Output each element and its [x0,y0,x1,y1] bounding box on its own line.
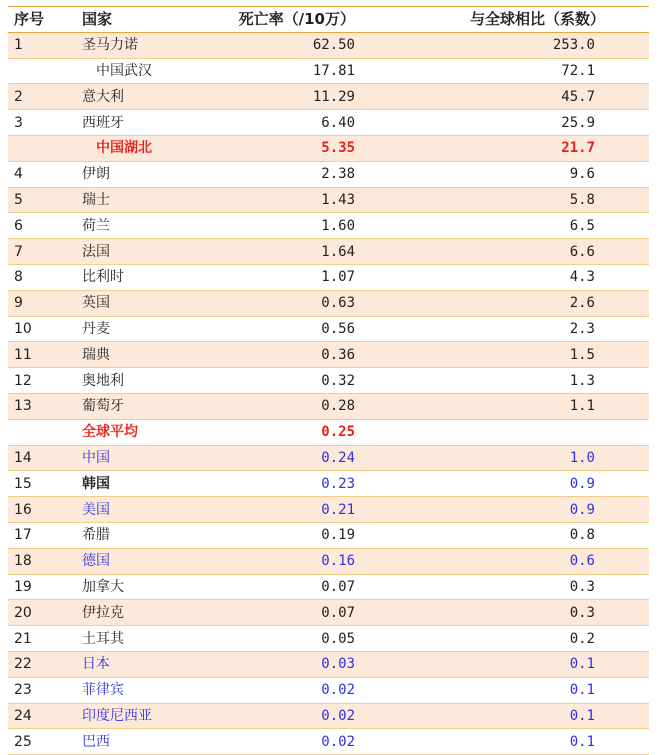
row-number: 14 [8,445,70,471]
header-country: 国家 [70,7,175,33]
table-row [8,445,649,471]
global-ratio: 0.1 [355,677,649,703]
country-name: 伊朗 [70,161,175,187]
country-name: 圣马力诺 [70,32,175,58]
country-name: 丹麦 [70,316,175,342]
table-row [8,161,649,187]
global-ratio: 0.1 [355,729,649,755]
death-rate: 0.28 [175,393,355,419]
table-row [8,393,649,419]
death-rate: 1.07 [175,264,355,290]
death-rate: 0.07 [175,574,355,600]
header-rate: 死亡率（/10万） [175,7,355,33]
row-number: 15 [8,471,70,497]
country-name: 西班牙 [70,110,175,136]
global-ratio: 0.8 [355,522,649,548]
death-rate: 0.23 [175,471,355,497]
death-rate: 6.40 [175,110,355,136]
table-row [8,497,649,523]
death-rate: 0.02 [175,677,355,703]
global-ratio: 6.6 [355,239,649,265]
country-name: 日本 [70,651,175,677]
row-number: 16 [8,497,70,523]
row-number: 6 [8,213,70,239]
global-ratio: 21.7 [355,135,649,161]
death-rate: 0.16 [175,548,355,574]
header-ratio: 与全球相比（系数） [355,7,649,33]
country-name: 法国 [70,239,175,265]
global-ratio: 0.9 [355,497,649,523]
table-row [8,548,649,574]
table-row [8,32,649,58]
row-number: 2 [8,84,70,110]
death-rate: 0.05 [175,626,355,652]
country-name: 菲律宾 [70,677,175,703]
table-row [8,84,649,110]
mortality-table-container [8,6,649,755]
global-ratio: 0.2 [355,626,649,652]
row-number: 18 [8,548,70,574]
table-row [8,290,649,316]
death-rate: 0.07 [175,600,355,626]
table-row [8,239,649,265]
row-number: 12 [8,368,70,394]
death-rate: 11.29 [175,84,355,110]
row-number: 22 [8,651,70,677]
table-row [8,264,649,290]
death-rate: 2.38 [175,161,355,187]
table-row [8,651,649,677]
country-name: 英国 [70,290,175,316]
row-number: 13 [8,393,70,419]
row-number [8,135,70,161]
country-name: 德国 [70,548,175,574]
row-number: 25 [8,729,70,755]
country-name: 美国 [70,497,175,523]
global-ratio: 5.8 [355,187,649,213]
row-number: 10 [8,316,70,342]
death-rate: 0.19 [175,522,355,548]
global-ratio: 45.7 [355,84,649,110]
country-name: 全球平均 [70,419,175,445]
row-number [8,58,70,84]
country-name: 中国湖北 [70,135,175,161]
death-rate: 0.21 [175,497,355,523]
table-row [8,368,649,394]
global-ratio: 0.6 [355,548,649,574]
row-number: 4 [8,161,70,187]
country-name: 韩国 [70,471,175,497]
death-rate: 0.32 [175,368,355,394]
death-rate: 17.81 [175,58,355,84]
global-ratio: 0.1 [355,651,649,677]
row-number: 7 [8,239,70,265]
table-row [8,626,649,652]
global-ratio: 0.9 [355,471,649,497]
global-ratio: 25.9 [355,110,649,136]
country-name: 加拿大 [70,574,175,600]
table-row [8,316,649,342]
table-row [8,342,649,368]
death-rate: 0.56 [175,316,355,342]
country-name: 意大利 [70,84,175,110]
table-row [8,677,649,703]
country-name: 瑞士 [70,187,175,213]
header-no: 序号 [8,7,70,33]
global-ratio: 4.3 [355,264,649,290]
global-ratio: 253.0 [355,32,649,58]
row-number: 21 [8,626,70,652]
row-number: 24 [8,703,70,729]
row-number: 20 [8,600,70,626]
country-name: 中国 [70,445,175,471]
global-ratio: 1.0 [355,445,649,471]
row-number: 5 [8,187,70,213]
death-rate: 0.02 [175,729,355,755]
row-number: 9 [8,290,70,316]
global-ratio: 1.1 [355,393,649,419]
table-row [8,522,649,548]
global-ratio: 2.3 [355,316,649,342]
row-number [8,419,70,445]
death-rate: 1.43 [175,187,355,213]
global-ratio: 0.3 [355,574,649,600]
country-name: 伊拉克 [70,600,175,626]
global-ratio: 0.3 [355,600,649,626]
table-row [8,110,649,136]
country-name: 荷兰 [70,213,175,239]
death-rate: 0.36 [175,342,355,368]
header-row [8,7,649,33]
country-name: 巴西 [70,729,175,755]
row-number: 19 [8,574,70,600]
death-rate: 0.24 [175,445,355,471]
death-rate: 0.03 [175,651,355,677]
row-number: 11 [8,342,70,368]
country-name: 希腊 [70,522,175,548]
table-row [8,187,649,213]
row-number: 17 [8,522,70,548]
global-ratio: 6.5 [355,213,649,239]
mortality-table [8,6,649,755]
death-rate: 62.50 [175,32,355,58]
death-rate: 5.35 [175,135,355,161]
death-rate: 0.63 [175,290,355,316]
table-row [8,600,649,626]
country-name: 比利时 [70,264,175,290]
row-number: 3 [8,110,70,136]
table-row [8,135,649,161]
row-number: 23 [8,677,70,703]
global-ratio: 72.1 [355,58,649,84]
death-rate: 0.25 [175,419,355,445]
row-number: 1 [8,32,70,58]
global-ratio: 1.5 [355,342,649,368]
table-row [8,574,649,600]
table-row [8,729,649,755]
table-row [8,213,649,239]
death-rate: 0.02 [175,703,355,729]
table-row [8,419,649,445]
country-name: 瑞典 [70,342,175,368]
table-row [8,58,649,84]
global-ratio: 1.3 [355,368,649,394]
global-ratio: 0.1 [355,703,649,729]
country-name: 葡萄牙 [70,393,175,419]
death-rate: 1.60 [175,213,355,239]
country-name: 奥地利 [70,368,175,394]
country-name: 土耳其 [70,626,175,652]
global-ratio: 2.6 [355,290,649,316]
row-number: 8 [8,264,70,290]
global-ratio: 9.6 [355,161,649,187]
country-name: 中国武汉 [70,58,175,84]
country-name: 印度尼西亚 [70,703,175,729]
table-row [8,471,649,497]
death-rate: 1.64 [175,239,355,265]
table-row [8,703,649,729]
global-ratio [355,419,649,445]
